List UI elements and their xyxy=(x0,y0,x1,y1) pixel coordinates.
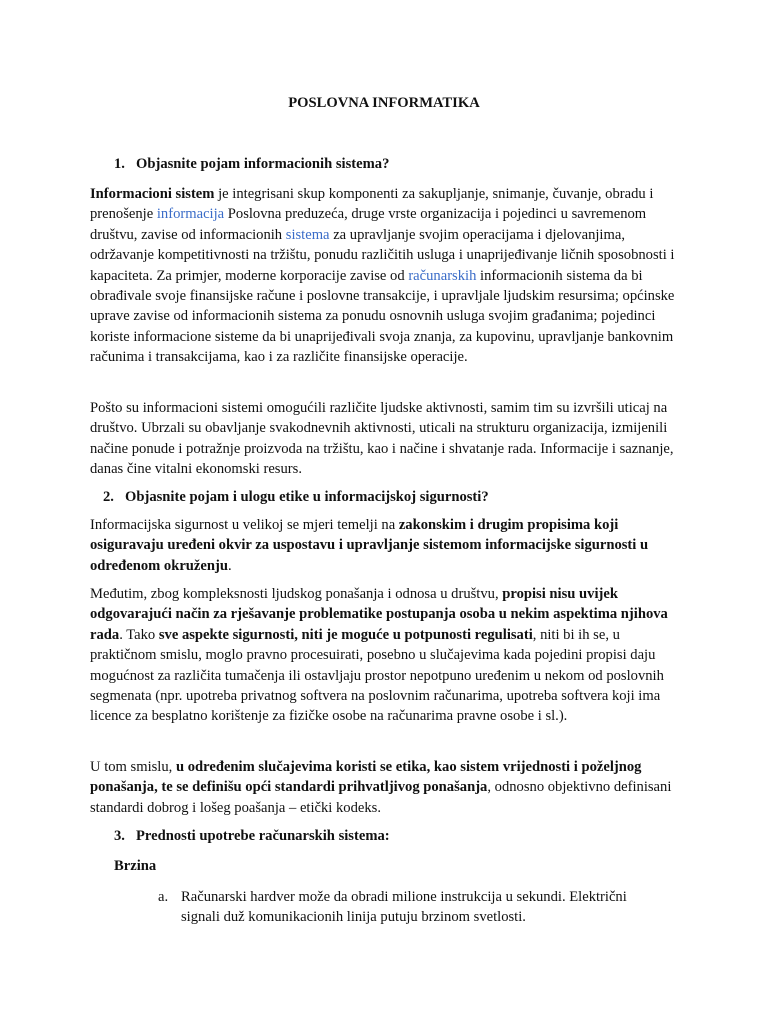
q2-p2-bold-1: propisi nisu uvijek odgovarajući način za rješavanje problematike postupanja osoba u nekim aspektima njihova rada xyxy=(90,586,668,643)
link-racunarskih[interactable]: računarskih xyxy=(408,267,477,284)
q2-paragraph-1 xyxy=(90,515,678,576)
question-3-heading xyxy=(114,826,390,846)
question-1-text: Objasnite pojam informacionih sistema? xyxy=(136,156,390,172)
list-item-marker: a. xyxy=(158,889,169,905)
q1-paragraph-1 xyxy=(90,184,678,368)
subheading-brzina: Brzina xyxy=(114,858,157,874)
question-1-number: 1. xyxy=(114,156,125,172)
q2-p3-text-1: U tom smislu, xyxy=(90,759,176,775)
q2-p2-text-3: , niti bi ih se, u praktičnom smislu, moglo pravno procesuirati, posebno u slučajevima kada pojedini propisi daju mogućnost za različita tumačenja ili ostavljaju prostor nepotpuno uređenim u nekom od poslovnih segmenata (npr. upotreba privatnog softvera na poslovnim računarima, upotreba softvera koji ima licence za besplatno korištenje za fizičke osobe na računarima pravne osobe i sl.). xyxy=(90,626,664,725)
question-3-number: 3. xyxy=(114,828,125,844)
q2-p2-text-2: . Tako xyxy=(119,626,159,643)
list-item-text: Računarski hardver može da obradi milione instrukcija u sekundi. Električni signali duž komunikacionih linija putuju brzinom svetlosti. xyxy=(181,889,627,926)
q2-p3-text-2: , odnosno objektivno definisani standardi dobrog i lošeg poašanja – etički kodeks. xyxy=(90,779,672,816)
q2-p2-text-1: Međutim, zbog kompleksnosti ljudskog ponašanja i odnosa u društvu, xyxy=(90,586,503,602)
q1-p1-text-1: je integrisani skup komponenti za sakupljanje, snimanje, čuvanje, obradu i prenošenje xyxy=(90,186,654,223)
q2-p1-bold-1: zakonskim i drugim propisima koji osiguravaju uređeni okvir za uspostavu i upravljanje sistemom informacijske sigurnosti u određenom okruženju xyxy=(90,517,649,574)
q2-p3-bold-1: u određenim slučajevima koristi se etika, kao sistem vrijednosti i poželjnog ponašanja, te se definišu opći standardi prihvatljivog ponašanja xyxy=(90,759,642,796)
question-2-text: Objasnite pojam i ulogu etike u informacijskoj sigurnosti? xyxy=(125,489,489,505)
question-2-heading xyxy=(103,487,489,507)
link-informacija[interactable]: informacija xyxy=(156,206,225,223)
q2-p1-text-2: . xyxy=(227,557,232,574)
document-title: POSLOVNA INFORMATIKA xyxy=(288,95,480,111)
q2-p2-bold-2: sve aspekte sigurnosti, niti je moguće u potpunosti regulisati xyxy=(158,626,533,643)
q1-p1-text-3: za upravljanje svojim operacijama i djelovanjima, održavanje kompetitivnosti na tržištu, ponudu različitih usluga i unaprijeđivanje ličnih sposobnosti i kapaciteta. Za primjer, moderne korporacije zavise od xyxy=(90,226,675,284)
question-1-heading xyxy=(114,154,389,174)
q1-p1-text-2: Poslovna preduzeća, druge vrste organizacija i pojedinci u savremenom društvu, zavise od informacionih xyxy=(90,206,647,243)
question-3-text: Prednosti upotrebe računarskih sistema: xyxy=(136,828,390,844)
term-informacioni-sistem: Informacioni sistem xyxy=(90,186,215,202)
q2-paragraph-2 xyxy=(90,584,678,727)
q1-paragraph-2: Pošto su informacioni sistemi omogućili različite ljudske aktivnosti, samim tim su izvršili uticaj na društvo. Ubrzali su obavljanje svakodnevnih aktivnosti, uticali na strukturu organizacija, izmijenili načine ponude i potražnje proizvoda na tržištu, kao i načine i shvatanje rada. Informacije i saznanje, danas čine vitalni ekonomski resurs. xyxy=(90,400,674,478)
q2-p1-text-1: Informacijska sigurnost u velikoj se mjeri temelji na xyxy=(90,517,399,533)
q2-paragraph-3 xyxy=(90,757,678,818)
question-2-number: 2. xyxy=(103,489,114,505)
link-sistema[interactable]: sistema xyxy=(285,226,330,243)
q1-p1-text-4: informacionih sistema da bi obrađivale svoje finansijske račune i poslovne transakcije, i upravljale ljudskim resursima; općinske uprave zavise od informacionih sistema za ponudu osnovnih usluga svojim građanima; pojedinci koriste informacione sisteme da bi unaprijeđivali svoja znanja, za kupovinu, upravljanje bankovnim računima i transakcijama, kao i za različite finansijske operacije. xyxy=(90,267,675,366)
